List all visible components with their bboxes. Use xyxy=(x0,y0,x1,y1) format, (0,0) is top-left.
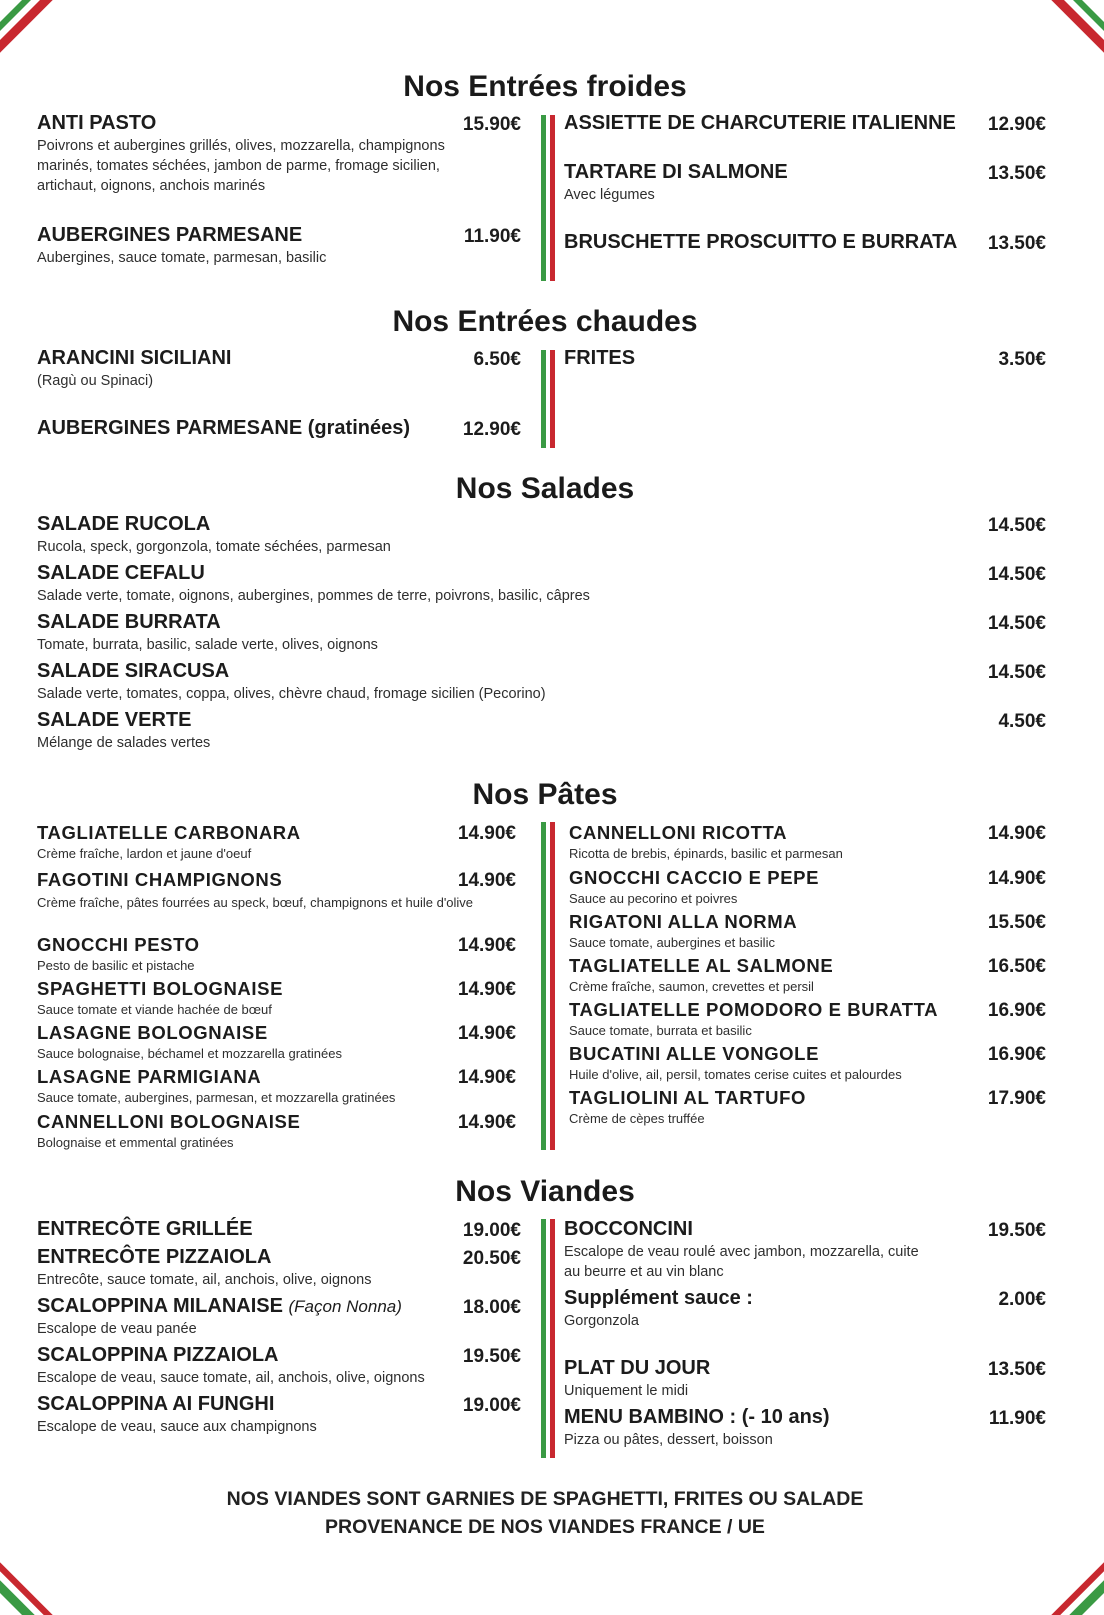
item-price: 16.50€ xyxy=(987,956,1046,977)
item-price: 15.90€ xyxy=(462,114,521,135)
menu-item-salade-siracusa xyxy=(37,660,937,704)
item-name: TAGLIOLINI AL TARTUFO xyxy=(569,1087,806,1108)
italian-flag-divider xyxy=(541,350,555,448)
item-name: TARTARE DI SALMONE xyxy=(564,161,788,183)
section-title-salades: Nos Salades xyxy=(455,472,635,505)
menu-item-assiette-charcuterie xyxy=(564,112,956,135)
item-price: 19.00€ xyxy=(462,1220,521,1241)
item-name: TAGLIATELLE CARBONARA xyxy=(37,822,301,843)
item-desc: Ricotta de brebis, épinards, basilic et parmesan xyxy=(569,846,843,861)
item-price: 14.90€ xyxy=(457,823,516,844)
item-price: 3.50€ xyxy=(998,349,1046,370)
item-desc: Avec légumes xyxy=(564,187,655,203)
item-name: PLAT DU JOUR xyxy=(564,1357,711,1379)
item-name: Supplément sauce : xyxy=(564,1287,753,1309)
menu-item-spaghetti-bolognaise xyxy=(37,978,477,1019)
item-desc: (Ragù ou Spinaci) xyxy=(37,373,154,389)
menu-item-bruschette xyxy=(564,231,958,254)
item-desc: Crème fraîche, pâtes fourrées au speck, bœuf, champignons et huile d'olive xyxy=(37,895,474,910)
item-price: 13.50€ xyxy=(987,163,1046,184)
item-name: SPAGHETTI BOLOGNAISE xyxy=(37,978,284,999)
menu-item-tartare-di-salmone xyxy=(564,161,944,205)
item-name: CANNELLONI RICOTTA xyxy=(569,822,788,843)
item-name: ASSIETTE DE CHARCUTERIE ITALIENNE xyxy=(564,112,956,134)
item-name: CANNELLONI BOLOGNAISE xyxy=(37,1111,301,1132)
item-name: SCALOPPINA PIZZAIOLA xyxy=(37,1344,279,1366)
footer-note-garnish: NOS VIANDES SONT GARNIES DE SPAGHETTI, FRITES OU SALADE xyxy=(226,1488,864,1510)
menu-item-gnocchi-caccio xyxy=(569,867,969,908)
item-name: TAGLIATELLE POMODORO E BURATTA xyxy=(569,999,939,1020)
item-name: FRITES xyxy=(564,347,636,369)
menu-item-supplement-sauce xyxy=(564,1287,944,1331)
item-price: 14.90€ xyxy=(457,1023,516,1044)
item-desc: Salade verte, tomate, oignons, aubergines, pommes de terre, poivrons, basilic, câpres xyxy=(37,588,590,604)
item-name: GNOCCHI PESTO xyxy=(37,934,200,955)
menu-item-fagotini xyxy=(37,869,477,913)
item-price: 6.50€ xyxy=(473,349,521,370)
menu-item-tagliatelle-pomodoro xyxy=(569,999,969,1040)
item-desc: Bolognaise et emmental gratinées xyxy=(37,1135,234,1150)
menu-item-tagliolini xyxy=(569,1087,969,1128)
item-desc: Sauce tomate, burrata et basilic xyxy=(569,1023,752,1038)
menu-item-lasagne-parmigiana xyxy=(37,1066,477,1107)
item-name: GNOCCHI CACCIO E PEPE xyxy=(569,867,820,888)
item-price: 14.90€ xyxy=(457,935,516,956)
item-price: 15.50€ xyxy=(987,912,1046,933)
menu-item-menu-bambino xyxy=(564,1406,944,1450)
item-desc: Rucola, speck, gorgonzola, tomate séchées, parmesan xyxy=(37,539,391,555)
item-price: 12.90€ xyxy=(462,419,521,440)
italian-flag-divider xyxy=(541,822,555,1150)
item-name-suffix: (Façon Nonna) xyxy=(288,1297,402,1316)
item-name: RIGATONI ALLA NORMA xyxy=(569,911,798,932)
item-desc: Sauce au pecorino et poivres xyxy=(569,891,738,906)
item-desc: Gorgonzola xyxy=(564,1313,639,1329)
item-desc: Sauce tomate, aubergines, parmesan, et mozzarella gratinées xyxy=(37,1090,396,1105)
item-price: 13.50€ xyxy=(987,233,1046,254)
item-price: 14.90€ xyxy=(457,870,516,891)
item-price: 14.90€ xyxy=(457,1067,516,1088)
menu-item-lasagne-bolognaise xyxy=(37,1022,477,1063)
item-price: 16.90€ xyxy=(987,1000,1046,1021)
item-name: FAGOTINI CHAMPIGNONS xyxy=(37,869,283,890)
menu-item-frites xyxy=(564,347,944,370)
item-price: 18.00€ xyxy=(462,1297,521,1318)
item-name: SALADE RUCOLA xyxy=(37,513,211,535)
item-name: SALADE VERTE xyxy=(37,709,192,731)
item-name: BOCCONCINI xyxy=(564,1218,693,1240)
item-price: 17.90€ xyxy=(987,1088,1046,1109)
item-price: 2.00€ xyxy=(998,1289,1046,1310)
menu-item-plat-du-jour xyxy=(564,1357,944,1401)
italian-flag-divider xyxy=(541,1219,555,1458)
item-price: 14.50€ xyxy=(987,613,1046,634)
item-desc: Uniquement le midi xyxy=(564,1383,689,1399)
section-title-entrees-chaudes: Nos Entrées chaudes xyxy=(392,305,698,338)
item-name: ENTRECÔTE PIZZAIOLA xyxy=(37,1246,272,1268)
item-name: MENU BAMBINO : (- 10 ans) xyxy=(564,1406,830,1428)
menu-item-tagliatelle-salmone xyxy=(569,955,969,996)
item-name: ANTI PASTO xyxy=(37,112,157,134)
item-desc: Escalope de veau panée xyxy=(37,1321,197,1337)
italian-flag-divider xyxy=(541,115,555,281)
item-name: ARANCINI SICILIANI xyxy=(37,347,232,369)
item-price: 14.90€ xyxy=(457,1112,516,1133)
item-desc: Crème de cèpes truffée xyxy=(569,1111,705,1126)
item-name: LASAGNE PARMIGIANA xyxy=(37,1066,262,1087)
section-title-entrees-froides: Nos Entrées froides xyxy=(403,70,687,103)
item-price: 16.90€ xyxy=(987,1044,1046,1065)
item-price: 19.50€ xyxy=(987,1220,1046,1241)
item-price: 14.50€ xyxy=(987,564,1046,585)
item-desc: Crème fraîche, lardon et jaune d'oeuf xyxy=(37,846,252,861)
menu-item-cannelloni-ricotta xyxy=(569,822,969,863)
item-name: SALADE SIRACUSA xyxy=(37,660,230,682)
item-name: AUBERGINES PARMESANE (gratinées) xyxy=(37,417,411,439)
item-price: 14.90€ xyxy=(987,823,1046,844)
item-name: TAGLIATELLE AL SALMONE xyxy=(569,955,834,976)
menu-item-bucatini xyxy=(569,1043,969,1084)
item-price: 19.50€ xyxy=(462,1346,521,1367)
menu-item-rigatoni xyxy=(569,911,969,952)
menu-item-bocconcini xyxy=(564,1218,944,1282)
menu-item-gnocchi-pesto xyxy=(37,934,477,975)
item-name: AUBERGINES PARMESANE xyxy=(37,224,303,246)
menu-item-cannelloni-bolognaise xyxy=(37,1111,477,1152)
item-desc: Sauce bolognaise, béchamel et mozzarella gratinées xyxy=(37,1046,342,1061)
item-price: 14.90€ xyxy=(987,868,1046,889)
item-desc: Escalope de veau roulé avec jambon, mozzarella, cuite au beurre et au vin blanc xyxy=(564,1244,919,1280)
menu-item-salade-cefalu xyxy=(37,562,937,606)
item-desc: Poivrons et aubergines grillés, olives, mozzarella, champignons marinés, tomates séchées, jambon de parme, fromage sicilien, artichaut, oignons, anchois marinés xyxy=(37,138,445,194)
item-desc: Entrecôte, sauce tomate, ail, anchois, olive, oignons xyxy=(37,1272,372,1288)
item-desc: Pizza ou pâtes, dessert, boisson xyxy=(564,1432,773,1448)
item-desc: Crème fraîche, saumon, crevettes et persil xyxy=(569,979,814,994)
section-title-pates: Nos Pâtes xyxy=(472,778,618,811)
item-name: SALADE BURRATA xyxy=(37,611,221,633)
menu-item-tagliatelle-carbonara xyxy=(37,822,477,863)
menu-item-salade-burrata xyxy=(37,611,937,655)
item-desc: Escalope de veau, sauce aux champignons xyxy=(37,1419,317,1435)
item-name: BUCATINI ALLE VONGOLE xyxy=(569,1043,820,1064)
item-price: 14.90€ xyxy=(457,979,516,1000)
item-price: 20.50€ xyxy=(462,1248,521,1269)
item-desc: Sauce tomate, aubergines et basilic xyxy=(569,935,775,950)
item-desc: Tomate, burrata, basilic, salade verte, olives, oignons xyxy=(37,637,378,653)
item-price: 13.50€ xyxy=(987,1359,1046,1380)
item-price: 14.50€ xyxy=(987,515,1046,536)
item-desc: Escalope de veau, sauce tomate, ail, anchois, olive, oignons xyxy=(37,1370,425,1386)
item-name: LASAGNE BOLOGNAISE xyxy=(37,1022,268,1043)
footer-note-provenance: PROVENANCE DE NOS VIANDES FRANCE / UE xyxy=(325,1516,765,1538)
item-price: 11.90€ xyxy=(988,1408,1046,1429)
item-desc: Salade verte, tomates, coppa, olives, chèvre chaud, fromage sicilien (Pecorino) xyxy=(37,686,546,702)
item-desc: Sauce tomate et viande hachée de bœuf xyxy=(37,1002,272,1017)
item-desc: Huile d'olive, ail, persil, tomates cerise cuites et palourdes xyxy=(569,1067,902,1082)
item-price: 4.50€ xyxy=(998,711,1046,732)
item-name-text: SCALOPPINA MILANAISE xyxy=(37,1295,283,1317)
item-price: 14.50€ xyxy=(987,662,1046,683)
item-price: 12.90€ xyxy=(987,114,1046,135)
item-name: BRUSCHETTE PROSCUITTO E BURRATA xyxy=(564,231,958,253)
item-price: 19.00€ xyxy=(462,1395,521,1416)
item-name: ENTRECÔTE GRILLÉE xyxy=(37,1218,253,1240)
item-desc: Mélange de salades vertes xyxy=(37,735,211,751)
item-price: 11.90€ xyxy=(463,226,521,247)
menu-item-salade-verte xyxy=(37,709,937,753)
item-name: SCALOPPINA AI FUNGHI xyxy=(37,1393,275,1415)
item-name: SALADE CEFALU xyxy=(37,562,205,584)
section-title-viandes: Nos Viandes xyxy=(455,1175,635,1208)
menu-item-salade-rucola xyxy=(37,513,937,557)
item-desc: Aubergines, sauce tomate, parmesan, basilic xyxy=(37,250,327,266)
item-desc: Pesto de basilic et pistache xyxy=(37,958,195,973)
